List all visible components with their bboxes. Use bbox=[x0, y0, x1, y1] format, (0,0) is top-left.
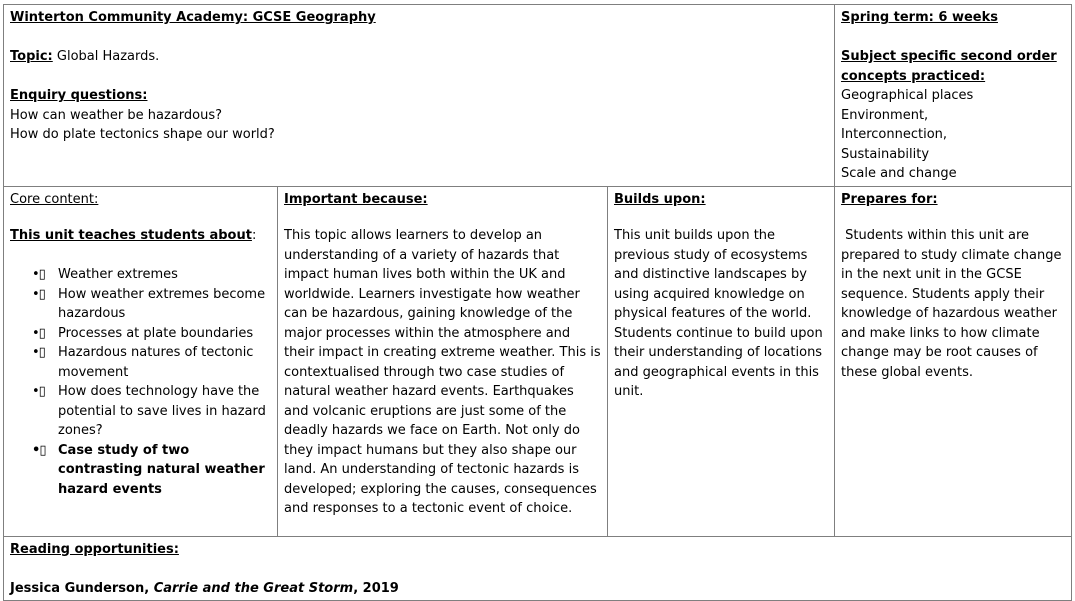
bullet-icon: •▯ bbox=[32, 267, 45, 282]
bullet-icon: •▯ bbox=[32, 384, 45, 399]
core-content-heading: Core content: bbox=[10, 191, 99, 207]
list-item: •▯ Hazardous natures of tectonic movement bbox=[32, 345, 254, 380]
term-length: Spring term: 6 weeks bbox=[841, 10, 998, 25]
teaches-line bbox=[10, 226, 271, 246]
teaches-colon: : bbox=[251, 228, 257, 243]
concept-item: Sustainability bbox=[841, 146, 930, 162]
topic-line bbox=[10, 47, 828, 67]
reading-cell bbox=[4, 536, 1072, 601]
header-row bbox=[4, 5, 1072, 187]
builds-upon-cell bbox=[608, 186, 835, 536]
prepares-body: Students within this unit are prepared to study climate change in the next unit in the GCSE sequence. Students apply their knowledge of hazardous weather and make links to how climate change may be root causes of these global events. bbox=[841, 228, 1066, 380]
enquiry-heading: Enquiry questions: bbox=[10, 88, 148, 103]
prepares-for-cell bbox=[835, 186, 1072, 536]
enquiry-question: How do plate tectonics shape our world? bbox=[10, 127, 275, 142]
enquiry-question: How can weather be hazardous? bbox=[10, 107, 222, 123]
header-cell bbox=[4, 5, 835, 187]
important-heading: Important because: bbox=[284, 191, 428, 207]
curriculum-plan-table bbox=[3, 4, 1072, 601]
reading-heading: Reading opportunities: bbox=[10, 541, 179, 557]
term-cell bbox=[835, 5, 1072, 187]
concept-item: Environment, bbox=[841, 107, 929, 123]
reading-row bbox=[4, 536, 1072, 601]
builds-paragraph: This unit builds upon the previous study of ecosystems and distinctive landscapes by using acquired knowledge on physical features of the world. bbox=[614, 228, 812, 321]
builds-paragraph: Students continue to build upon their understanding of locations and geographical events in this unit. bbox=[614, 325, 823, 399]
list-item: •▯ Weather extremes bbox=[32, 265, 271, 285]
builds-heading: Builds upon: bbox=[614, 191, 706, 207]
important-body: This topic allows learners to develop an understanding of a variety of hazards that impact human lives both within the UK and worldwide. Learners investigate how weather can be hazardous, gaining knowledge of the major processes within the atmosphere and their impact in creating extreme weather. This is contextualised through two case studies of natural weather hazard events. Earthquakes and volcanic eruptions are just some of the deadly hazards we face on Earth. Not only do they impact humans but they also shape our land. An understanding of tectonic hazards is developed; exploring the causes, consequences and responses to a tectonic event of choice. bbox=[284, 228, 601, 516]
reading-entry bbox=[10, 579, 1065, 599]
list-item: •▯ How does technology have the potential to save lives in hazard zones? bbox=[32, 384, 266, 438]
bullet-icon: •▯ bbox=[32, 442, 46, 458]
bullet-icon: •▯ bbox=[32, 345, 45, 360]
list-item: •▯ Processes at plate boundaries bbox=[32, 324, 271, 344]
concepts-heading: concepts practiced: bbox=[841, 68, 986, 84]
core-content-cell bbox=[4, 186, 278, 536]
reading-year: , 2019 bbox=[353, 580, 399, 596]
topic-label: Topic: bbox=[10, 49, 53, 64]
concept-item: Scale and change bbox=[841, 166, 957, 181]
prepares-heading: Prepares for: bbox=[841, 191, 938, 207]
concept-item: Geographical places bbox=[841, 88, 974, 103]
teaches-label: This unit teaches students about bbox=[10, 228, 252, 243]
topic-value: Global Hazards. bbox=[52, 49, 160, 64]
concepts-heading: Subject specific second order bbox=[841, 49, 1057, 64]
concept-item: Interconnection, bbox=[841, 127, 948, 142]
reading-book-title: Carrie and the Great Storm bbox=[153, 580, 354, 596]
bullet-icon: •▯ bbox=[32, 286, 45, 302]
core-content-list bbox=[10, 265, 271, 499]
list-item: •▯ Case study of two contrasting natural weather hazard events bbox=[32, 442, 265, 497]
content-row bbox=[4, 186, 1072, 536]
list-item: •▯ How weather extremes become hazardous bbox=[32, 286, 266, 321]
important-because-cell bbox=[278, 186, 608, 536]
reading-author: Jessica Gunderson, bbox=[10, 580, 154, 596]
school-title: Winterton Community Academy: GCSE Geography bbox=[10, 10, 376, 25]
bullet-icon: •▯ bbox=[32, 325, 45, 341]
